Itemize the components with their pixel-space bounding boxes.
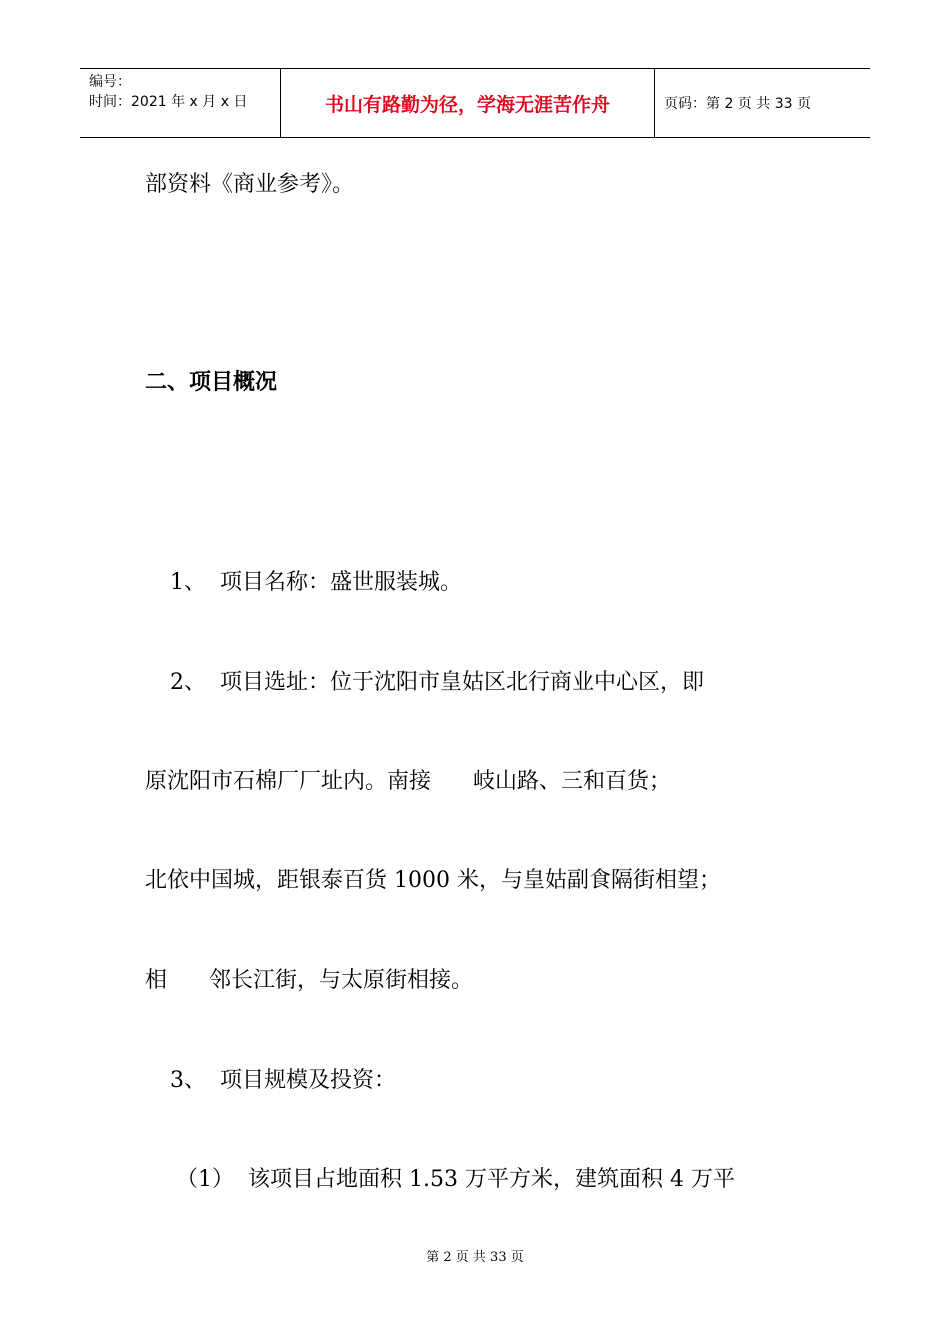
section-heading: 二、项目概况 bbox=[145, 370, 278, 395]
page-footer: 第 2 页 共 33 页 bbox=[426, 1250, 524, 1265]
item-3: 3、 项目规模及投资： bbox=[170, 1068, 396, 1093]
item-1: 1、 项目名称：盛世服装城。 bbox=[170, 570, 462, 595]
item-3-1: （1） 该项目占地面积 1.53 万平方米，建筑面积 4 万平 bbox=[176, 1167, 735, 1192]
item-2-line-1: 2、 项目选址：位于沈阳市皇姑区北行商业中心区，即 bbox=[170, 670, 704, 695]
body-line-1: 部资料《商业参考》。 bbox=[145, 172, 355, 197]
item-2-line-2: 原沈阳市石棉厂厂址内。南接 岐山路、三和百货； bbox=[145, 769, 671, 794]
header-number: 编号： bbox=[89, 74, 131, 90]
header-page-info: 页码：第 2 页 共 33 页 bbox=[664, 96, 811, 112]
item-2-line-3: 北依中国城，距银泰百货 1000 米，与皇姑副食隔街相望； bbox=[145, 868, 721, 893]
item-2-line-4: 相 邻长江街，与太原街相接。 bbox=[145, 968, 473, 993]
header-meta bbox=[80, 69, 281, 137]
header-motto: 书山有路勤为径，学海无涯苦作舟 bbox=[281, 69, 655, 137]
header-time: 时间：2021 年 x 月 x 日 bbox=[89, 94, 248, 110]
page-header bbox=[80, 68, 870, 138]
